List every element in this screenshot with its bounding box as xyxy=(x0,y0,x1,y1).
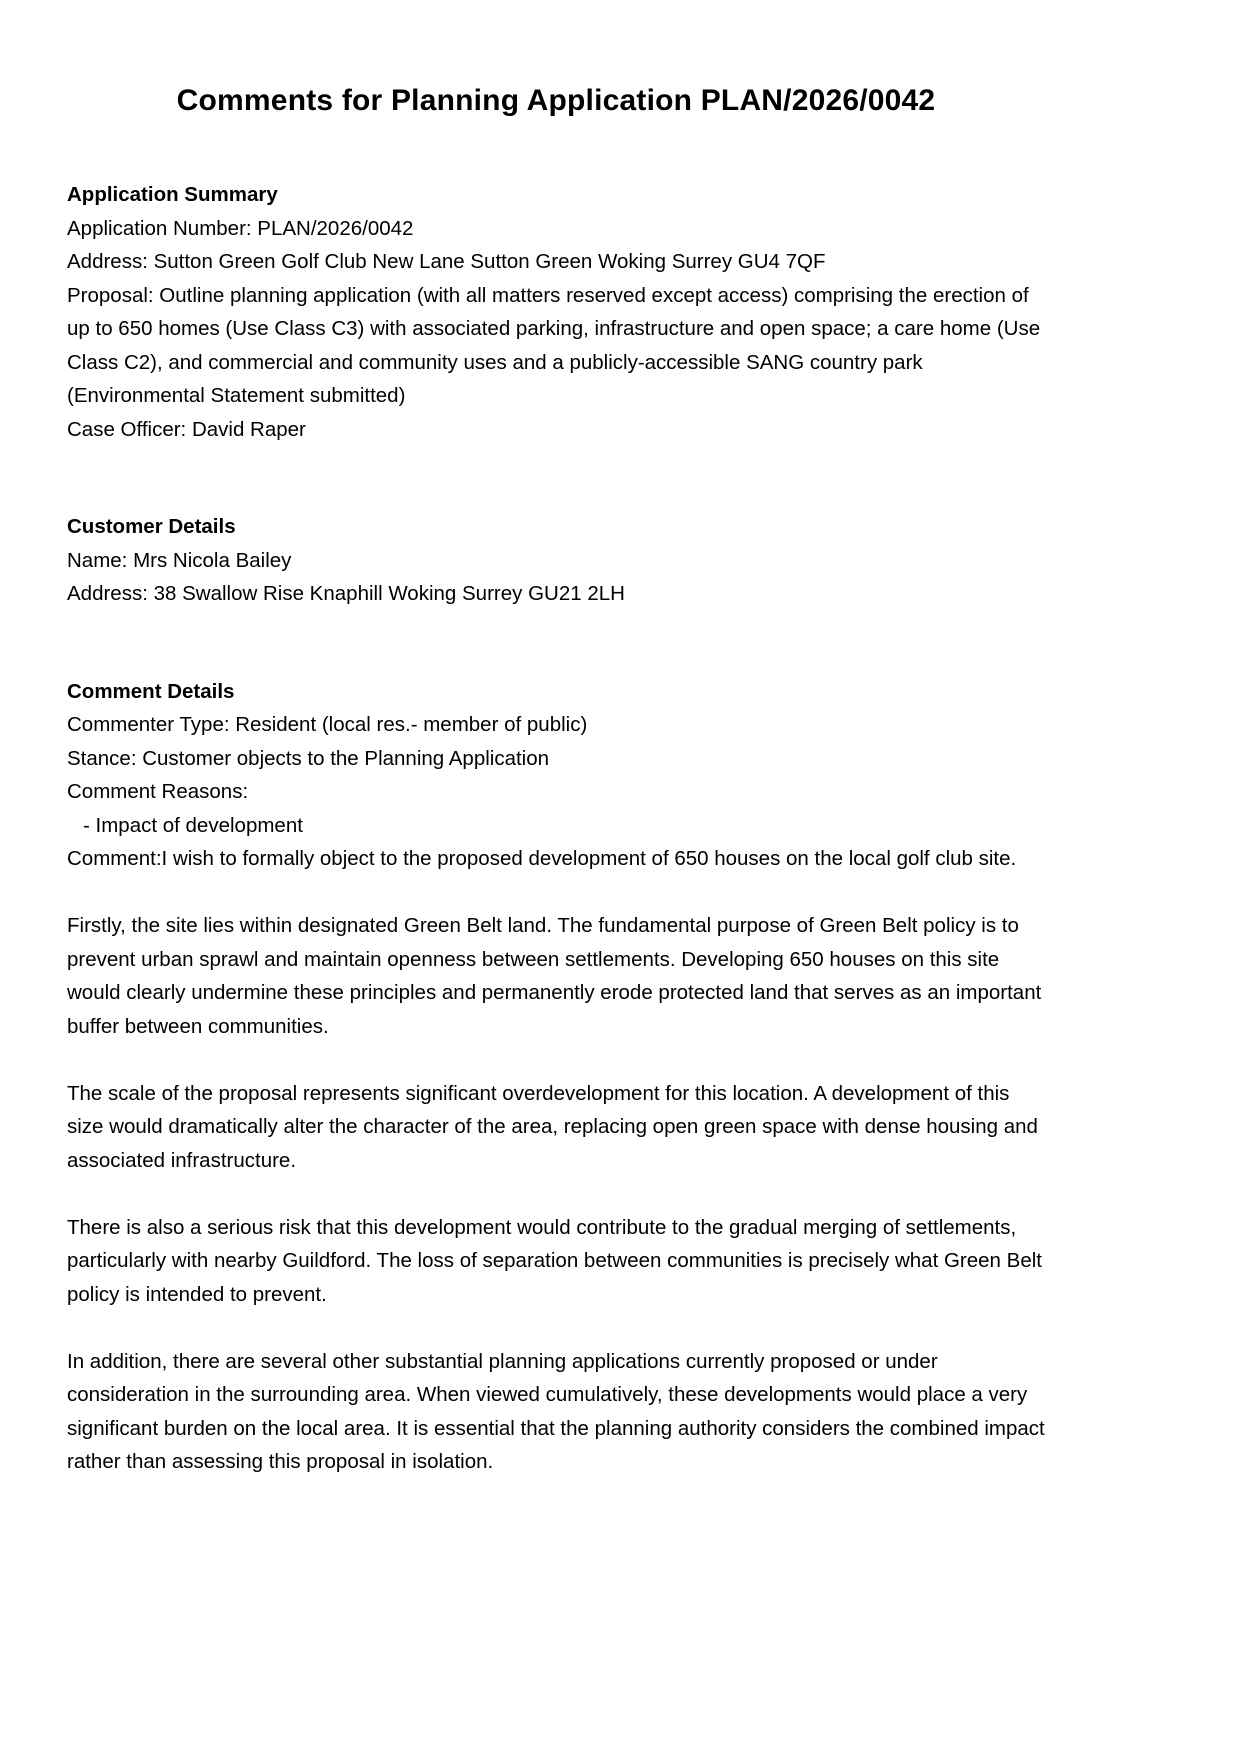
comment-paragraph: There is also a serious risk that this development would contribute to the gradual merging of settlements, particularly with nearby Guildford. The loss of separation between communities is precisely what Green Belt policy is intended to prevent. xyxy=(67,1215,1042,1306)
comment-reasons-label: Comment Reasons: xyxy=(67,780,249,803)
case-officer-line: Case Officer: David Raper xyxy=(67,417,306,441)
customer-details-section xyxy=(67,510,1045,611)
application-summary-section xyxy=(67,178,1045,446)
proposal-line: Proposal: Outline planning application (with all matters reserved except access) comprising the erection of up to 650 homes (Use Class C3) with associated parking, infrastructure and open space; a care home (Use Class C2), and commercial and community uses and a publicly-accessible SANG country park (Environmental Statement submitted) xyxy=(67,283,1041,407)
commenter-type-line: Commenter Type: Resident (local res.- member of public) xyxy=(67,713,588,736)
comment-paragraph: Firstly, the site lies within designated Green Belt land. The fundamental purpose of Green Belt policy is to prevent urban sprawl and maintain openness between settlements. Developing 650 houses on this site would clearly undermine these principles and permanently erode protected land that serves as an important buffer between communities. xyxy=(67,914,1042,1038)
comment-details-heading: Comment Details xyxy=(67,679,235,703)
comment-reason-item: - Impact of development xyxy=(83,813,303,837)
customer-name-line: Name: Mrs Nicola Bailey xyxy=(67,548,292,572)
comment-details-section xyxy=(67,675,1045,1479)
page-title: Comments for Planning Application PLAN/2026/0042 xyxy=(176,84,936,117)
application-summary-heading: Application Summary xyxy=(67,183,278,206)
application-number-line: Application Number: PLAN/2026/0042 xyxy=(67,216,414,240)
customer-address-line: Address: 38 Swallow Rise Knaphill Woking Surrey GU21 2LH xyxy=(67,582,625,605)
customer-details-heading: Customer Details xyxy=(67,515,236,538)
comment-paragraph: The scale of the proposal represents significant overdevelopment for this location. A development of this size would dramatically alter the character of the area, replacing open green space with dense housing and associated infrastructure. xyxy=(67,1081,1038,1172)
application-address-line: Address: Sutton Green Golf Club New Lane Sutton Green Woking Surrey GU4 7QF xyxy=(67,250,826,273)
stance-line: Stance: Customer objects to the Planning Application xyxy=(67,746,550,770)
comment-paragraph: In addition, there are several other substantial planning applications currently proposed or under consideration in the surrounding area. When viewed cumulatively, these developments would place a very significant burden on the local area. It is essential that the planning authority considers the combined impact rather than assessing this proposal in isolation. xyxy=(67,1349,1045,1473)
comment-intro: Comment:I wish to formally object to the proposed development of 650 houses on the local golf club site. xyxy=(67,847,1017,870)
